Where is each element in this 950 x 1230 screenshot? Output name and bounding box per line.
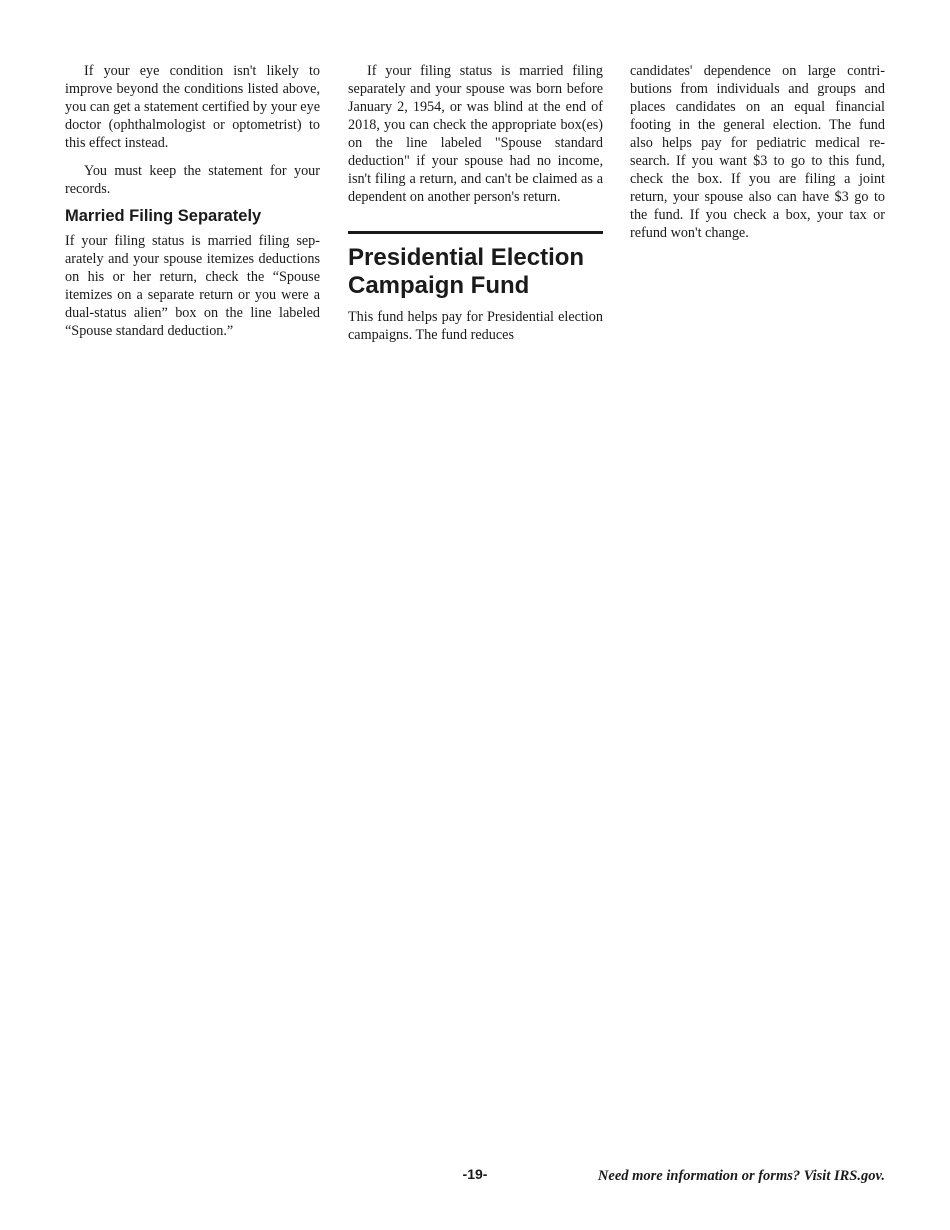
section-divider (348, 231, 603, 234)
eye-condition-paragraph: If your eye condition isn't likely to improve beyond the conditions listed above, you can get a statement certified by your eye doctor (ophthalmologist or optometrist) to this effect instead. (65, 63, 320, 151)
column-left (65, 62, 320, 340)
spouse-standard-deduction-paragraph: If your filing status is married filing separately and your spouse was born before January 2, 1954, or was blind at the end of 2018, you can check the appropriate box(es) on the line labeled "Spouse standard deduction" if your spouse had no income, isn't filing a return, and can't be claimed as a dependent on another person's return. (348, 63, 603, 205)
married-filing-separately-paragraph: If your filing status is married filing separately and your spouse itemizes deductions on his or her return, check the “Spouse itemizes on a separate return or you were a dual-status alien” box on the line labeled “Spouse standard deduction.” (65, 233, 320, 339)
footer-note: Need more information or forms? Visit IRS.gov. (597, 1168, 885, 1184)
section-title: Presidential Election Campaign Fund (348, 244, 585, 299)
campaign-fund-continued-paragraph: candidates' dependence on large contributions from individuals and groups and places candidates on an equal financial footing in the general election. The fund also helps pay for pediatric medical research. If you want $3 to go to this fund, check the box. If you are filing a joint return, your spouse also can have $3 go to the fund. If you check a box, your tax or refund won't change. (630, 63, 885, 241)
column-right (630, 62, 885, 242)
married-filing-separately-heading: Married Filing Separately (65, 207, 262, 225)
campaign-fund-intro-paragraph: This fund helps pay for Presidential election campaigns. The fund reduces (348, 309, 603, 343)
keep-statement-paragraph: You must keep the statement for your records. (65, 163, 320, 197)
column-middle (348, 62, 603, 344)
page-number: -19- (462, 1166, 488, 1182)
